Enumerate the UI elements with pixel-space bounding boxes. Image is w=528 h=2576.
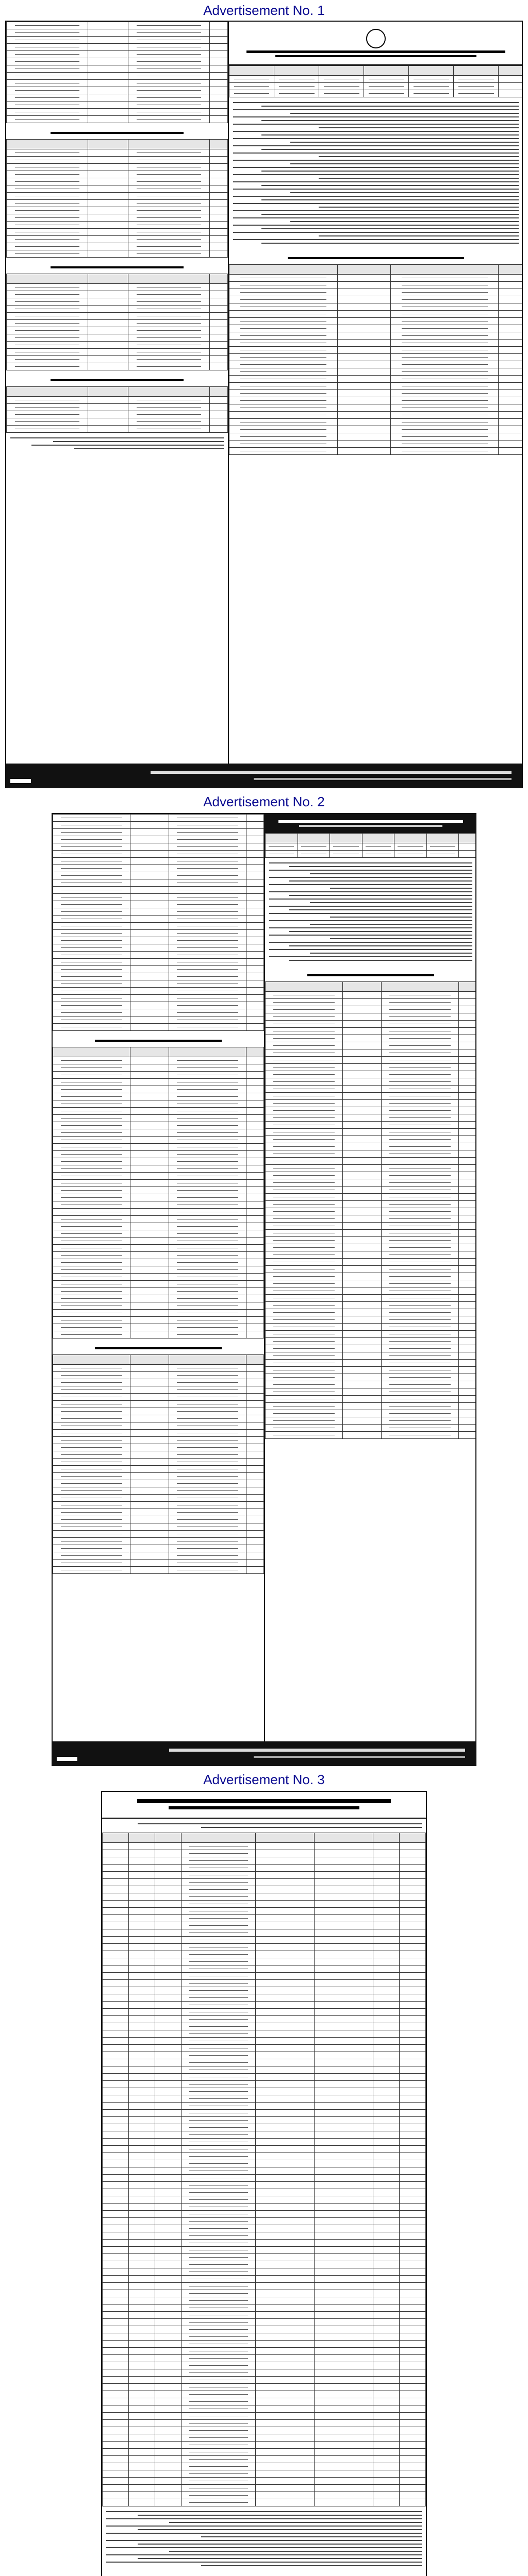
ad1-left-column bbox=[6, 22, 229, 787]
ad2-conditions bbox=[265, 858, 476, 965]
ad3-terms bbox=[102, 2506, 426, 2571]
ad2-right-column bbox=[265, 814, 476, 1765]
ad2-table-d bbox=[265, 981, 476, 1439]
ad3-vacancy-table bbox=[102, 1833, 426, 2506]
advertisement-3-sheet bbox=[101, 1791, 427, 2576]
advertisement-1-title: Advertisement No. 1 bbox=[203, 3, 325, 18]
ad1-notes bbox=[6, 433, 228, 454]
advertisement-3-title: Advertisement No. 3 bbox=[203, 1772, 325, 1787]
ad3-intro bbox=[102, 1819, 426, 1833]
ad3-header-banner bbox=[102, 1792, 426, 1819]
ad2-footer bbox=[53, 1741, 475, 1765]
ad1-table-d bbox=[6, 386, 228, 433]
ad1-section-heading bbox=[6, 258, 228, 274]
ad1-table-c bbox=[6, 274, 228, 370]
ad1-table-a bbox=[6, 22, 228, 123]
ad2-left-column bbox=[53, 814, 265, 1765]
ad2-table-a bbox=[53, 814, 264, 1031]
ad1-footer bbox=[6, 764, 522, 787]
ad1-header-banner bbox=[229, 22, 523, 65]
ad1-conditions bbox=[229, 97, 523, 248]
ad2-section-heading bbox=[265, 965, 476, 981]
ad2-summary-table bbox=[265, 833, 476, 858]
ad1-section-heading bbox=[6, 123, 228, 139]
ad1-summary-table bbox=[229, 65, 523, 97]
government-seal-icon bbox=[366, 29, 386, 48]
ad1-section-heading bbox=[229, 248, 523, 264]
ad2-table-b bbox=[53, 1047, 264, 1338]
ad1-section-heading bbox=[6, 370, 228, 386]
advertisement-2-sheet bbox=[52, 813, 476, 1766]
advertisement-1-sheet bbox=[5, 21, 523, 788]
ad2-table-c bbox=[53, 1354, 264, 1574]
ad1-right-column bbox=[229, 22, 523, 787]
ad2-section-heading bbox=[53, 1031, 264, 1047]
ad2-header-banner bbox=[265, 814, 476, 833]
advertisement-2-title: Advertisement No. 2 bbox=[203, 794, 325, 809]
ad1-table-e bbox=[229, 264, 523, 455]
ad2-section-heading bbox=[53, 1338, 264, 1354]
ad1-table-b bbox=[6, 139, 228, 258]
